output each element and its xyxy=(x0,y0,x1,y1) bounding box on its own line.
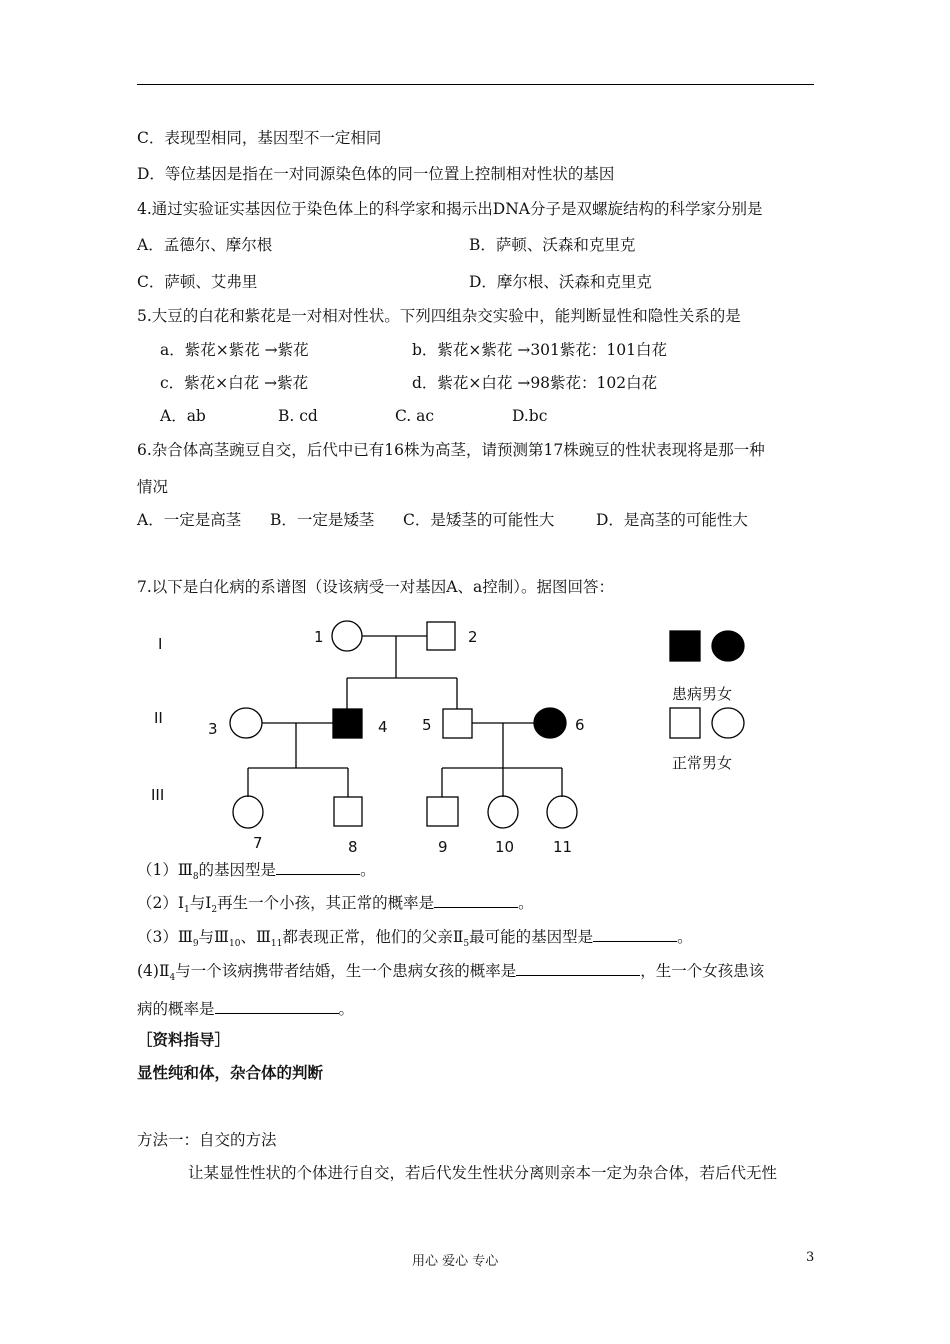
label-8: 8 xyxy=(348,838,358,856)
generation-label-3: III xyxy=(151,786,165,804)
option-c: C．表现型相同，基因型不一定相同 xyxy=(137,129,382,147)
q4-option-b: B．萨顿、沃森和克里克 xyxy=(469,236,636,254)
legend-normal-female-icon xyxy=(712,708,744,738)
method-paragraph: 让某显性性状的个体进行自交，若后代发生性状分离则亲本一定为杂合体，若后代无性 xyxy=(188,1164,778,1182)
q4-option-d: D．摩尔根、沃森和克里克 xyxy=(469,273,652,291)
q6-option-c: C．是矮茎的可能性大 xyxy=(403,511,555,529)
label-1: 1 xyxy=(314,628,324,646)
guide-title: ［资料指导］ xyxy=(137,1030,231,1049)
subquestion-1: $(1)Ⅲ_8$的基因型是 。 xyxy=(137,861,376,883)
individual-6-affected-female xyxy=(534,708,566,738)
individual-1-female xyxy=(332,621,362,651)
q5-option-d: D.bc xyxy=(512,407,548,425)
q4-option-a: A．孟德尔、摩尔根 xyxy=(137,236,273,254)
q5-cross-c: c．紫花×白花 →紫花 xyxy=(160,374,309,392)
question-4: 4.通过实验证实基因位于染色体上的科学家和揭示出DNA分子是双螺旋结构的科学家分别是 xyxy=(137,200,763,218)
individual-2-male xyxy=(427,622,455,650)
footer-motto: 用心 爱心 专心 xyxy=(412,1254,499,1269)
subquestion-3: $(3)Ⅲ_9$与$Ⅲ_{10}$、$Ⅲ_{11}$都表现正常，他们的父亲$Ⅱ_5$最可能的基因型是 。 xyxy=(137,928,693,950)
section-heading: 显性纯和体，杂合体的判断 xyxy=(137,1063,324,1082)
legend-affected-label: 患病男女 xyxy=(672,685,733,703)
subquestion-2: $(2)Ⅰ_1$与$Ⅰ_2$再生一个小孩，其正常的概率是 。 xyxy=(137,894,534,916)
q5-cross-d: d．紫花×白花 →98紫花：102白花 xyxy=(412,374,658,392)
label-2: 2 xyxy=(468,628,478,646)
answer-blank-2[interactable] xyxy=(434,892,518,908)
individual-4-affected-male xyxy=(333,709,362,738)
subquestion-4: $(4)Ⅱ_4$与一个该病携带者结婚，生一个患病女孩的概率是 ，生一个女孩患该 xyxy=(137,962,765,984)
label-7: 7 xyxy=(253,834,263,852)
label-5: 5 xyxy=(422,716,432,734)
option-d: D．等位基因是指在一对同源染色体的同一位置上控制相对性状的基因 xyxy=(137,165,615,183)
label-6: 6 xyxy=(575,716,585,734)
answer-blank-4b[interactable] xyxy=(215,998,339,1014)
q5-option-c: C. ac xyxy=(395,407,435,425)
answer-blank-4a[interactable] xyxy=(516,960,640,976)
label-3: 3 xyxy=(208,720,218,738)
question-6: 6.杂合体高茎豌豆自交，后代中已有16株为高茎，请预测第17株豌豆的性状表现将是那一种 xyxy=(137,441,765,459)
individual-3-female xyxy=(230,708,262,738)
legend-affected-female-icon xyxy=(712,631,744,661)
q4-option-c: C．萨顿、艾弗里 xyxy=(137,273,258,291)
page-number: 3 xyxy=(806,1250,815,1265)
q5-cross-b: b．紫花×紫花 →301紫花：101白花 xyxy=(412,341,667,359)
legend-normal-label: 正常男女 xyxy=(672,754,733,772)
subquestion-4-cont: 病的概率是 。 xyxy=(137,1000,355,1018)
legend-affected-male-icon xyxy=(670,631,700,661)
q6-option-a: A．一定是高茎 xyxy=(137,511,242,529)
individual-5-male xyxy=(443,709,472,738)
individual-11-female xyxy=(547,796,577,828)
label-11: 11 xyxy=(553,838,573,856)
answer-blank-1[interactable] xyxy=(276,859,360,875)
q6-option-b: B．一定是矮茎 xyxy=(270,511,375,529)
question-7: 7.以下是白化病的系谱图（设该病受一对基因A、a控制）。据图回答： xyxy=(137,578,614,596)
q5-cross-a: a．紫花×紫花 →紫花 xyxy=(160,341,309,359)
question-5: 5.大豆的白花和紫花是一对相对性状。下列四组杂交实验中，能判断显性和隐性关系的是 xyxy=(137,307,741,325)
individual-8-male xyxy=(334,797,362,826)
q5-option-a: A．ab xyxy=(160,407,206,425)
legend-normal-male-icon xyxy=(670,708,700,738)
question-6-cont: 情况 xyxy=(137,478,169,496)
answer-blank-3[interactable] xyxy=(593,926,677,942)
individual-9-male xyxy=(427,797,458,826)
generation-label-2: II xyxy=(154,709,163,727)
method-heading: 方法一：自交的方法 xyxy=(137,1131,277,1149)
q6-option-d: D．是高茎的可能性大 xyxy=(596,511,748,529)
q5-option-b: B. cd xyxy=(278,407,318,425)
label-10: 10 xyxy=(495,838,515,856)
label-9: 9 xyxy=(438,838,448,856)
individual-7-female xyxy=(233,796,263,828)
generation-label-1: I xyxy=(158,635,163,653)
individual-10-female xyxy=(488,796,518,828)
label-4: 4 xyxy=(378,718,388,736)
